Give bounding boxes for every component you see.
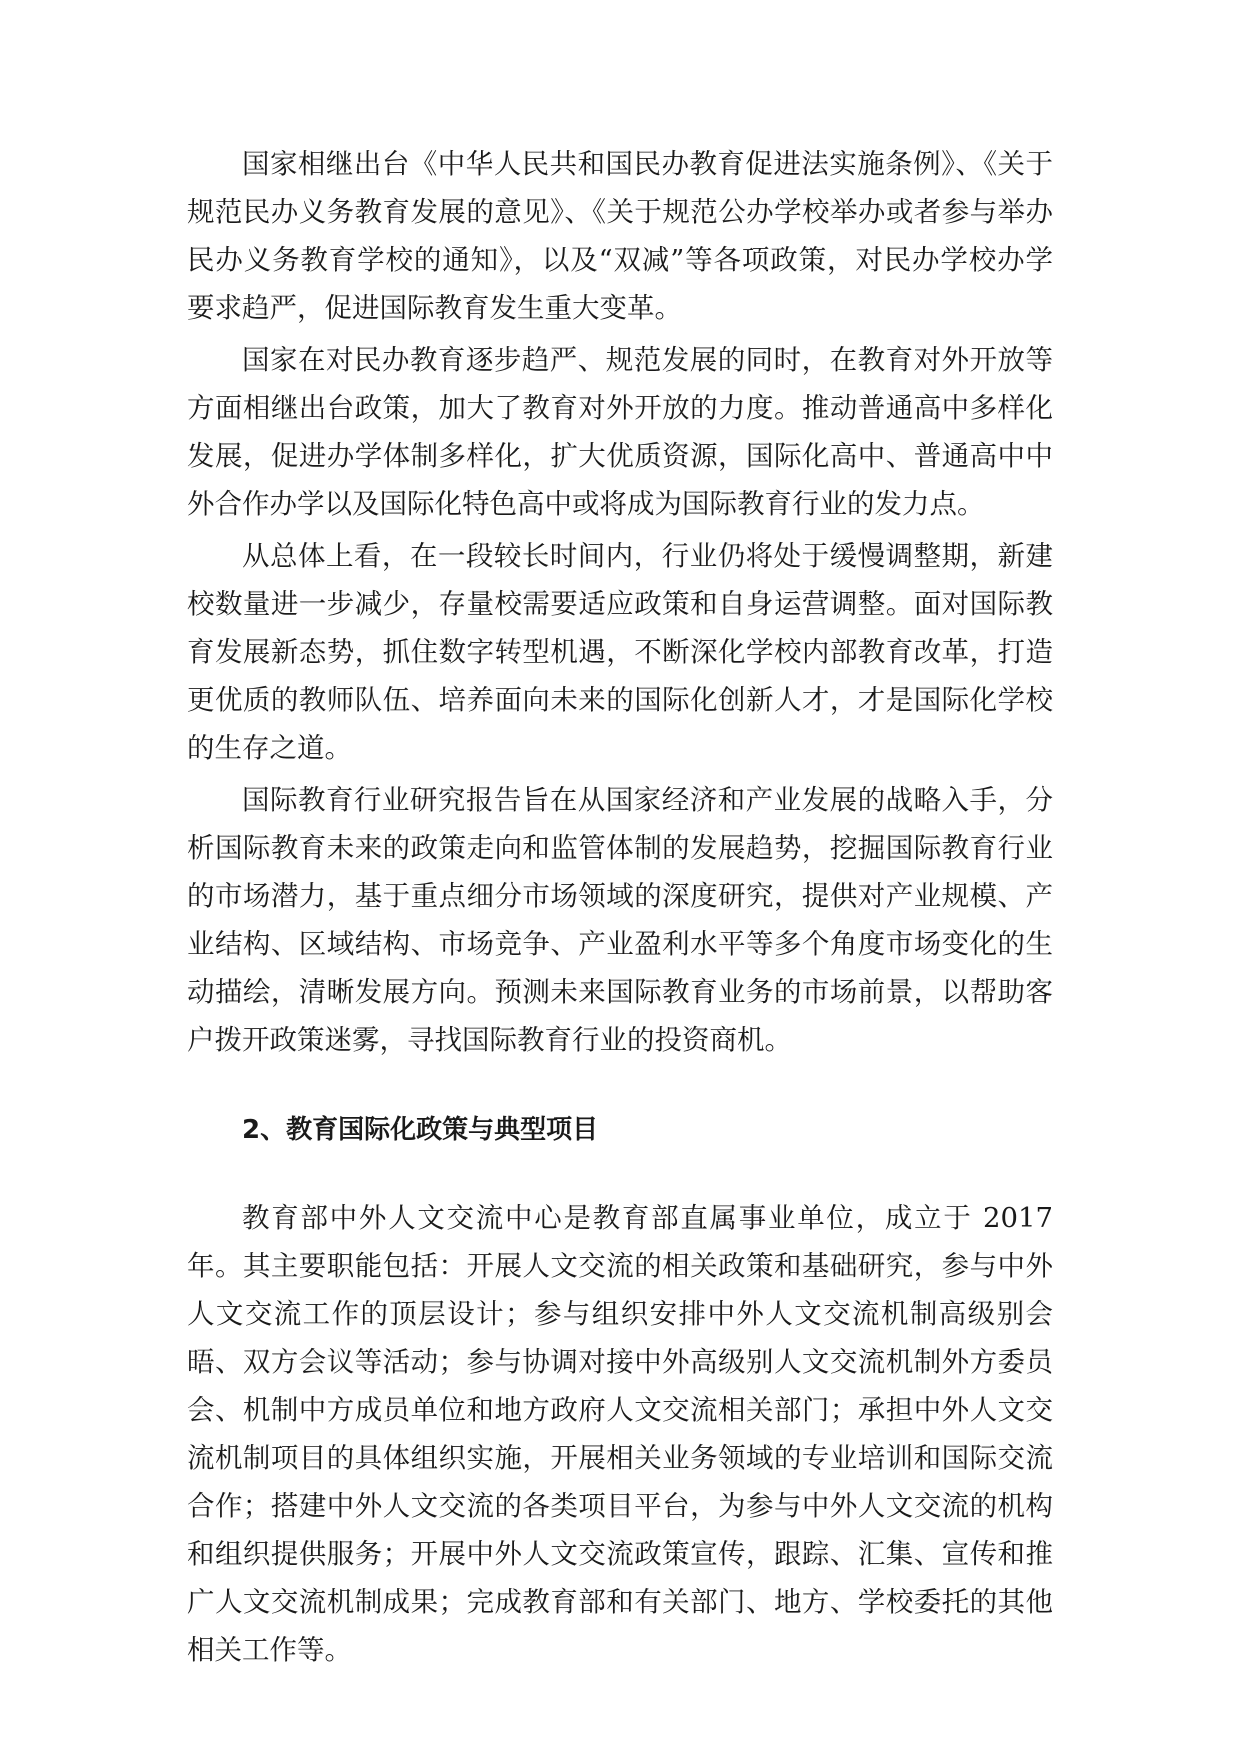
section-heading: 2、教育国际化政策与典型项目 <box>242 1115 599 1145</box>
paragraph-report-purpose: 国际教育行业研究报告旨在从国家经济和产业发展的战略入手，分析国际教育未来的政策走向和监管体制的发展趋势，挖掘国际教育行业的市场潜力，基于重点细分市场领域的深度研究，提供对产业规模、产业结构、区域结构、市场竞争、产业盈利水平等多个角度市场变化的生动描绘，清晰发展方向。预测未来国际教育业务的市场前景，以帮助客户拨开政策迷雾，寻找国际教育行业的投资商机。 <box>187 784 1053 1056</box>
paragraph-exchange-center: 教育部中外人文交流中心是教育部直属事业单位，成立于 2017 年。其主要职能包括：开展人文交流的相关政策和基础研究，参与中外人文交流工作的顶层设计；参与组织安排中外人文交流机制高级别会晤、双方会议等活动；参与协调对接中外高级别人文交流机制外方委员会、机制中方成员单位和地方政府人文交流相关部门；承担中外人文交流机制项目的具体组织实施，开展相关业务领域的专业培训和国际交流合作；搭建中外人文交流的各类项目平台，为参与中外人文交流的机构和组织提供服务；开展中外人文交流政策宣传，跟踪、汇集、宣传和推广人文交流机制成果；完成教育部和有关部门、地方、学校委托的其他相关工作等。 <box>187 1202 1053 1666</box>
paragraph-opening-up: 国家在对民办教育逐步趋严、规范发展的同时，在教育对外开放等方面相继出台政策，加大了教育对外开放的力度。推动普通高中多样化发展，促进办学体制多样化，扩大优质资源，国际化高中、普通高中中外合作办学以及国际化特色高中或将成为国际教育行业的发力点。 <box>187 344 1053 520</box>
paragraph-industry-outlook: 从总体上看，在一段较长时间内，行业仍将处于缓慢调整期，新建校数量进一步减少，存量校需要适应政策和自身运营调整。面对国际教育发展新态势，抓住数字转型机遇，不断深化学校内部教育改革，打造更优质的教师队伍、培养面向未来的国际化创新人才，才是国际化学校的生存之道。 <box>187 540 1053 764</box>
document-page <box>187 140 1053 1674</box>
paragraph-policy-tightening: 国家相继出台《中华人民共和国民办教育促进法实施条例》、《关于规范民办义务教育发展的意见》、《关于规范公办学校举办或者参与举办民办义务教育学校的通知》，以及“双减”等各项政策，对民办学校办学要求趋严，促进国际教育发生重大变革。 <box>187 148 1053 324</box>
